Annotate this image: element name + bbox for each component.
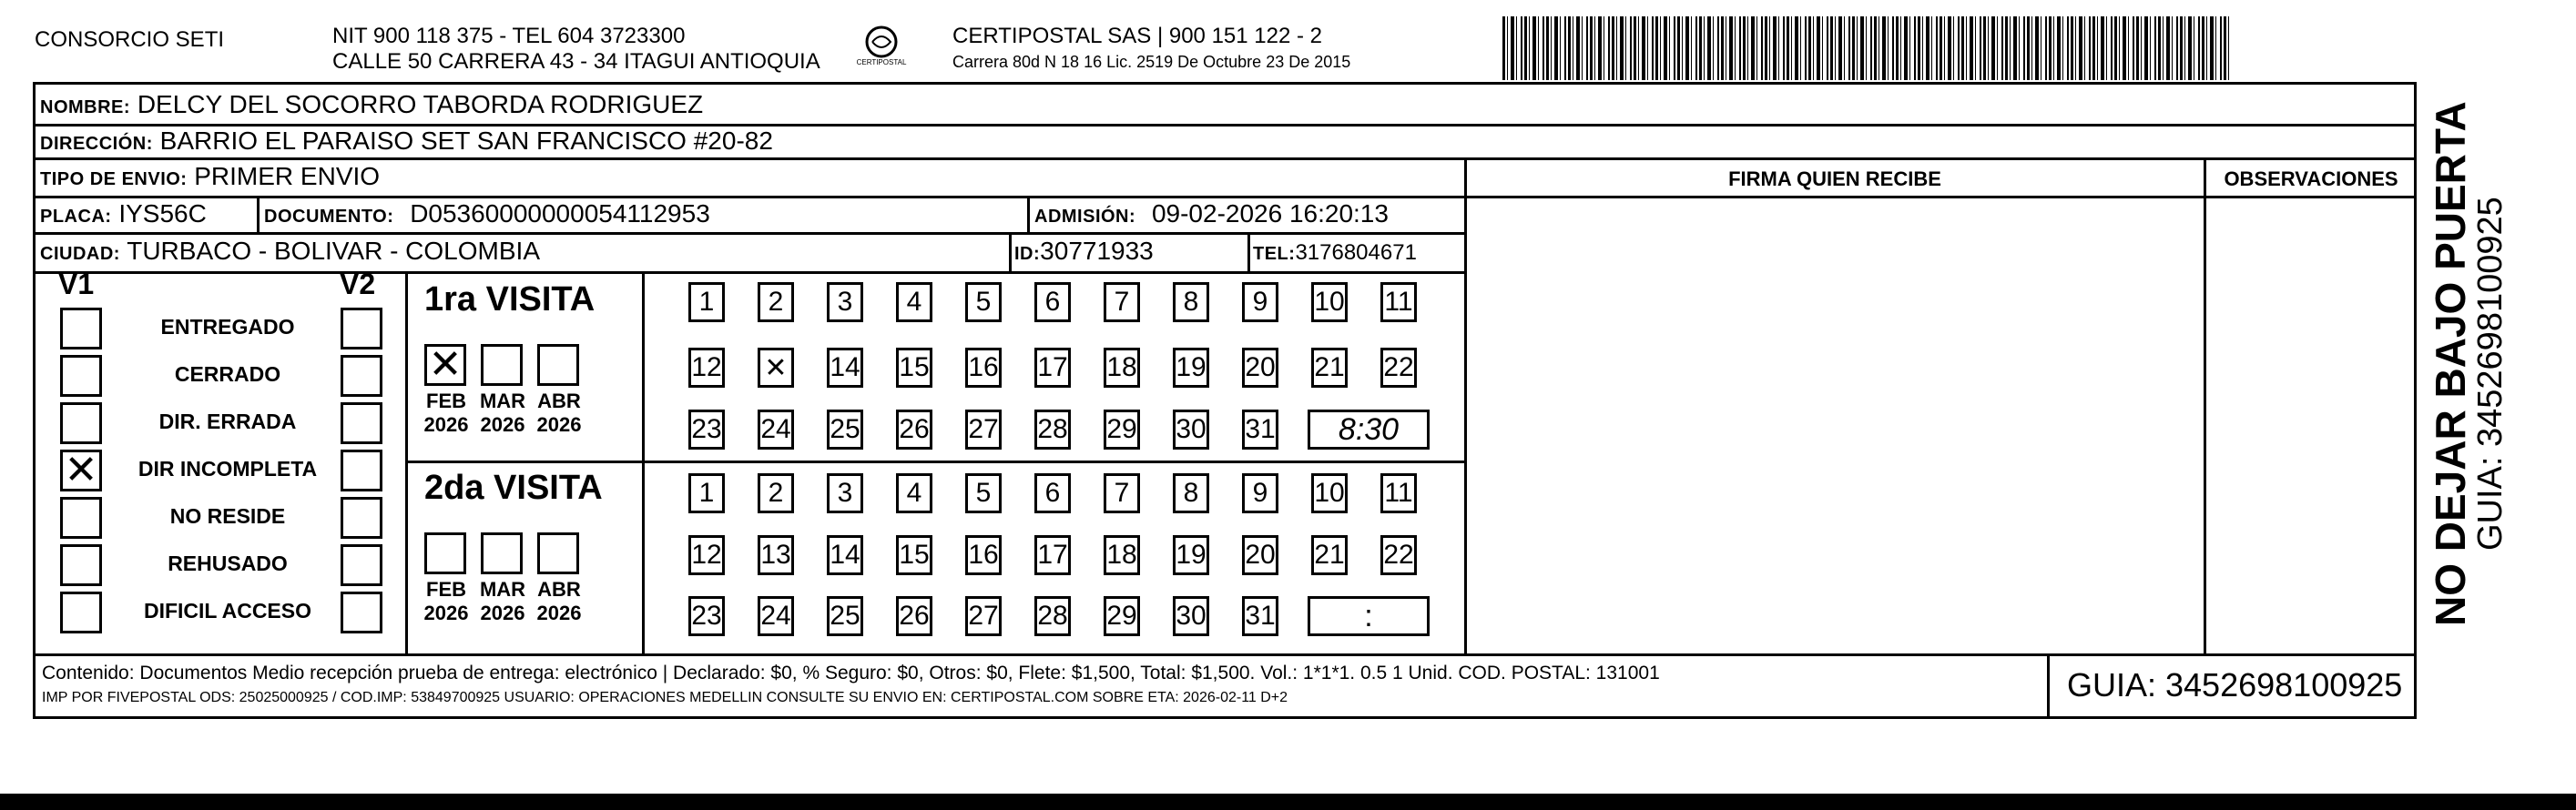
day-box[interactable]: 17 xyxy=(1034,535,1071,575)
direccion-row xyxy=(40,127,773,158)
day-box[interactable]: 28 xyxy=(1034,596,1071,636)
v2-checkbox[interactable] xyxy=(341,308,382,349)
placa-cell xyxy=(40,199,207,231)
day-box[interactable]: 22 xyxy=(1380,535,1417,575)
tipo-row xyxy=(40,162,380,194)
day-box[interactable]: 19 xyxy=(1173,535,1209,575)
day-box[interactable]: 18 xyxy=(1104,348,1140,388)
admision-value: 09-02-2026 16:20:13 xyxy=(1151,199,1389,228)
day-box[interactable]: 25 xyxy=(827,410,863,450)
id-label: ID: xyxy=(1014,244,1041,264)
day-box[interactable]: 4 xyxy=(896,473,932,513)
address-line: CALLE 50 CARRERA 43 - 34 ITAGUI ANTIOQUIA xyxy=(332,49,820,74)
year-label: 2026 xyxy=(536,602,582,624)
side-guia: GUIA: 3452698100925 xyxy=(2471,197,2510,551)
day-box[interactable]: 16 xyxy=(965,348,1002,388)
month-label: FEB xyxy=(426,390,466,412)
day-box[interactable]: 5 xyxy=(965,473,1002,513)
day-box[interactable]: 30 xyxy=(1173,410,1209,450)
day-box[interactable]: 24 xyxy=(758,596,794,636)
v2-checkbox[interactable] xyxy=(341,544,382,586)
month-label: MAR xyxy=(479,578,526,601)
no-dejar-bajo-puerta: NO DEJAR BAJO PUERTA xyxy=(2427,101,2474,626)
year-label: 2026 xyxy=(423,413,469,436)
tel-value: 3176804671 xyxy=(1295,240,1417,265)
firma-header: FIRMA QUIEN RECIBE xyxy=(1728,167,1941,190)
day-box[interactable]: 23 xyxy=(688,596,725,636)
day-box[interactable]: 8 xyxy=(1173,473,1209,513)
day-box[interactable]: 14 xyxy=(827,348,863,388)
day-box[interactable]: 10 xyxy=(1311,282,1348,322)
documento-cell xyxy=(264,199,710,231)
month-checkbox[interactable] xyxy=(537,532,579,574)
tipo-label: TIPO DE ENVIO: xyxy=(40,169,188,189)
day-box[interactable]: 23 xyxy=(688,410,725,450)
month-checkbox[interactable] xyxy=(481,532,523,574)
day-box[interactable]: 28 xyxy=(1034,410,1071,450)
admision-label: ADMISIÓN: xyxy=(1034,207,1136,227)
v2-checkbox[interactable] xyxy=(341,450,382,491)
v2-header: V2 xyxy=(340,268,376,300)
day-box[interactable]: 25 xyxy=(827,596,863,636)
direccion-label: DIRECCIÓN: xyxy=(40,134,153,154)
imp-line: IMP POR FIVEPOSTAL ODS: 25025000925 / COD.IMP: 53849700925 USUARIO: OPERACIONES MEDELLIN CONSULTE SU ENVIO EN: CERTIPOSTAL.COM SOBRE ETA: 2026-02-11 D+2 xyxy=(42,690,1288,705)
day-box[interactable]: 15 xyxy=(896,348,932,388)
day-box[interactable]: 5 xyxy=(965,282,1002,322)
day-box[interactable]: 6 xyxy=(1034,473,1071,513)
day-box[interactable]: 16 xyxy=(965,535,1002,575)
day-box[interactable]: ✕ xyxy=(758,348,794,388)
day-box[interactable]: 19 xyxy=(1173,348,1209,388)
year-label: 2026 xyxy=(423,602,469,624)
day-box[interactable]: 1 xyxy=(688,473,725,513)
month-checkbox[interactable] xyxy=(424,532,466,574)
month-label: ABR xyxy=(537,578,581,601)
bottom-bar xyxy=(0,794,2576,810)
status-label: DIR INCOMPLETA xyxy=(137,457,318,481)
month-checkbox[interactable] xyxy=(537,344,579,386)
day-box[interactable]: 29 xyxy=(1104,596,1140,636)
v2-checkbox[interactable] xyxy=(341,592,382,633)
day-box[interactable]: 6 xyxy=(1034,282,1071,322)
v2-checkbox[interactable] xyxy=(341,497,382,539)
month-label: FEB xyxy=(426,578,466,601)
v1-checkbox[interactable] xyxy=(60,402,102,444)
day-box[interactable]: 11 xyxy=(1380,282,1417,322)
second-visit-title: 2da VISITA xyxy=(424,469,603,507)
documento-value: D05360000000054112953 xyxy=(410,199,710,228)
day-box[interactable]: 4 xyxy=(896,282,932,322)
v1-checkbox[interactable]: ✕ xyxy=(60,450,102,491)
time-box[interactable]: : xyxy=(1308,596,1430,636)
direccion-value: BARRIO EL PARAISO SET SAN FRANCISCO #20-82 xyxy=(159,127,773,155)
day-box[interactable]: 12 xyxy=(688,535,725,575)
v2-checkbox[interactable] xyxy=(341,355,382,397)
company-name: CONSORCIO SETI xyxy=(35,27,225,52)
day-box[interactable]: 14 xyxy=(827,535,863,575)
tipo-value: PRIMER ENVIO xyxy=(194,162,381,190)
day-box[interactable]: 27 xyxy=(965,410,1002,450)
day-box[interactable]: 7 xyxy=(1104,282,1140,322)
certipostal-line: CERTIPOSTAL SAS | 900 151 122 - 2 xyxy=(952,24,1322,48)
barcode xyxy=(1502,16,2231,80)
documento-label: DOCUMENTO: xyxy=(264,207,394,227)
day-box[interactable]: 21 xyxy=(1311,348,1348,388)
month-checkbox[interactable]: ✕ xyxy=(424,344,466,386)
day-box[interactable]: 3 xyxy=(827,473,863,513)
day-box[interactable]: 29 xyxy=(1104,410,1140,450)
day-box[interactable]: 10 xyxy=(1311,473,1348,513)
v1-checkbox[interactable] xyxy=(60,497,102,539)
month-checkbox[interactable] xyxy=(481,344,523,386)
footer-guia: GUIA: 3452698100925 xyxy=(2067,666,2403,704)
year-label: 2026 xyxy=(480,602,525,624)
placa-value: IYS56C xyxy=(118,199,207,228)
logo-text: CERTIPOSTAL xyxy=(856,58,907,66)
day-box[interactable]: 7 xyxy=(1104,473,1140,513)
day-box[interactable]: 3 xyxy=(827,282,863,322)
first-visit-title: 1ra VISITA xyxy=(424,280,596,319)
ciudad-value: TURBACO - BOLIVAR - COLOMBIA xyxy=(127,237,540,265)
day-box[interactable]: 31 xyxy=(1242,596,1278,636)
nombre-label: NOMBRE: xyxy=(40,97,131,117)
day-box[interactable]: 18 xyxy=(1104,535,1140,575)
ciudad-cell xyxy=(40,237,540,268)
license-line: Carrera 80d N 18 16 Lic. 2519 De Octubre 23 De 2015 xyxy=(952,53,1351,71)
v2-checkbox[interactable] xyxy=(341,402,382,444)
day-box[interactable]: 31 xyxy=(1242,410,1278,450)
day-box[interactable]: 12 xyxy=(688,348,725,388)
status-label: ENTREGADO xyxy=(160,315,295,339)
day-box[interactable]: 11 xyxy=(1380,473,1417,513)
tel-cell xyxy=(1253,237,1417,268)
month-label: MAR xyxy=(479,390,526,412)
contenido-line: Contenido: Documentos Medio recepción prueba de entrega: electrónico | Declarado: $0, % Seguro: $0, Otros: $0, Flete: $1,500, Total: $1,500. Vol.: 1*1*1. 0.5 1 Unid. COD. POSTAL: 131001 xyxy=(42,663,1660,683)
day-box[interactable]: 20 xyxy=(1242,348,1278,388)
v1-checkbox[interactable] xyxy=(60,544,102,586)
ciudad-label: CIUDAD: xyxy=(40,244,120,264)
tel-label: TEL: xyxy=(1253,244,1296,264)
status-label: CERRADO xyxy=(174,362,281,386)
day-box[interactable]: 17 xyxy=(1034,348,1071,388)
observaciones-header: OBSERVACIONES xyxy=(2224,167,2398,190)
day-box[interactable]: 15 xyxy=(896,535,932,575)
day-box[interactable]: 13 xyxy=(758,535,794,575)
v1-checkbox[interactable] xyxy=(60,355,102,397)
day-box[interactable]: 24 xyxy=(758,410,794,450)
day-box[interactable]: 21 xyxy=(1311,535,1348,575)
status-label: DIFICIL ACCESO xyxy=(143,599,311,623)
day-box[interactable]: 2 xyxy=(758,282,794,322)
month-label: ABR xyxy=(537,390,581,412)
id-cell xyxy=(1014,237,1154,268)
day-box[interactable]: 9 xyxy=(1242,473,1278,513)
year-label: 2026 xyxy=(536,413,582,436)
certipostal-logo-icon xyxy=(854,22,909,80)
status-label: NO RESIDE xyxy=(169,504,286,528)
day-box[interactable]: 22 xyxy=(1380,348,1417,388)
admision-cell xyxy=(1034,199,1389,231)
day-box[interactable]: 8 xyxy=(1173,282,1209,322)
v1-header: V1 xyxy=(58,268,95,300)
nombre-value: DELCY DEL SOCORRO TABORDA RODRIGUEZ xyxy=(137,90,704,118)
day-box[interactable]: 20 xyxy=(1242,535,1278,575)
day-box[interactable]: 1 xyxy=(688,282,725,322)
placa-label: PLACA: xyxy=(40,207,112,227)
v1-checkbox[interactable] xyxy=(60,308,102,349)
day-box[interactable]: 26 xyxy=(896,596,932,636)
status-label: REHUSADO xyxy=(168,552,288,575)
time-box[interactable]: 8:30 xyxy=(1308,410,1430,450)
day-box[interactable]: 27 xyxy=(965,596,1002,636)
day-box[interactable]: 2 xyxy=(758,473,794,513)
certipostal-logo xyxy=(854,22,909,80)
day-box[interactable]: 26 xyxy=(896,410,932,450)
v1-checkbox[interactable] xyxy=(60,592,102,633)
day-box[interactable]: 30 xyxy=(1173,596,1209,636)
id-value: 30771933 xyxy=(1040,237,1154,265)
nombre-row xyxy=(40,90,703,122)
nit-line: NIT 900 118 375 - TEL 604 3723300 xyxy=(332,24,686,48)
year-label: 2026 xyxy=(480,413,525,436)
day-box[interactable]: 9 xyxy=(1242,282,1278,322)
status-label: DIR. ERRADA xyxy=(158,410,297,433)
